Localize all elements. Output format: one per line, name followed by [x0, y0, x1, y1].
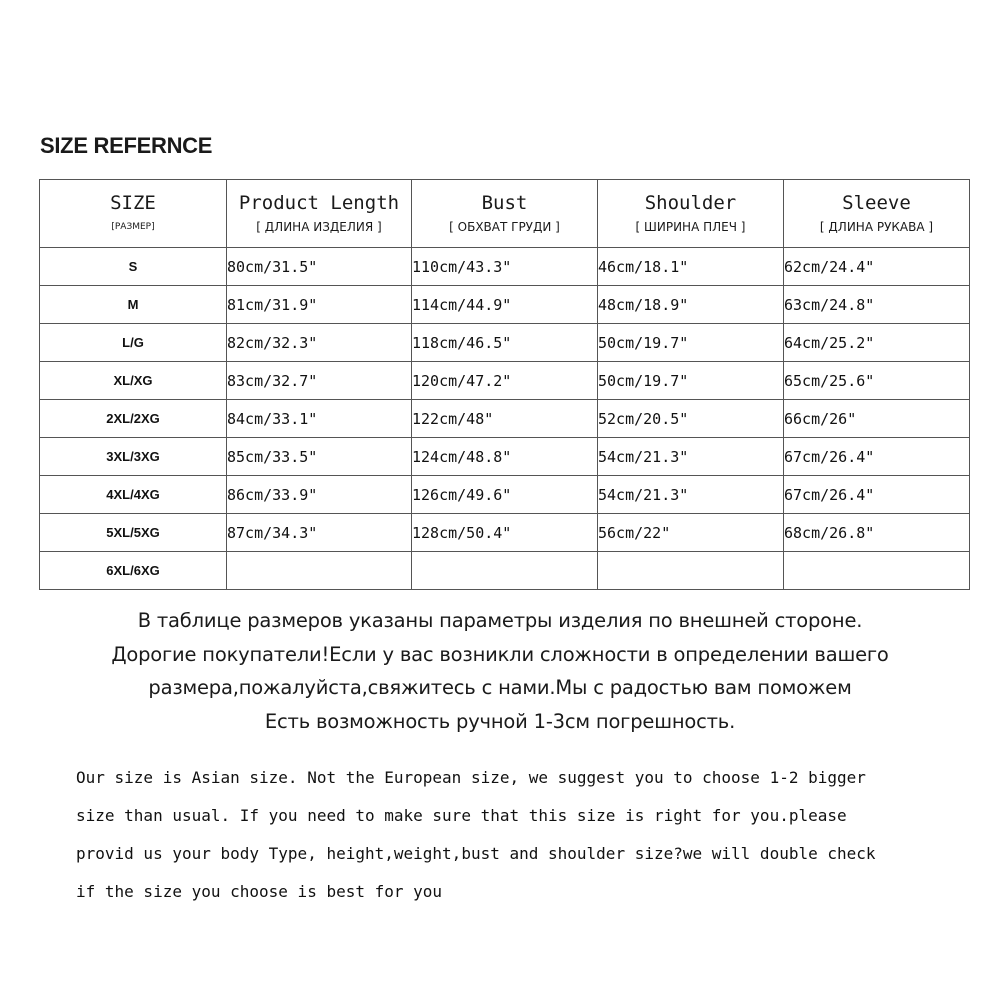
header-size: [40, 180, 227, 248]
header-size-label: SIZE: [110, 192, 156, 214]
header-product-length: [227, 180, 412, 248]
size-cell: 3XL/3XG: [40, 438, 227, 476]
bust-cell: 114cm/44.9": [412, 286, 598, 324]
size-cell: 5XL/5XG: [40, 514, 227, 552]
shoulder-cell: [598, 552, 784, 590]
sleeve-cell: 66cm/26": [784, 400, 970, 438]
product-length-cell: 87cm/34.3": [227, 514, 412, 552]
product-length-cell: [227, 552, 412, 590]
header-size-sublabel: [РАЗМЕР]: [111, 222, 155, 232]
table-row: [40, 514, 970, 552]
sleeve-cell: 67cm/26.4": [784, 438, 970, 476]
russian-note-line: В таблице размеров указаны параметры изделия по внешней стороне.: [137, 609, 863, 632]
size-cell: S: [40, 248, 227, 286]
shoulder-cell: 54cm/21.3": [598, 476, 784, 514]
russian-note-line: размера,пожалуйста,свяжитесь с нами.Мы с радостью вам поможем: [148, 676, 852, 699]
size-cell: L/G: [40, 324, 227, 362]
sleeve-cell: [784, 552, 970, 590]
russian-note-line: Дорогие покупатели!Если у вас возникли сложности в определении вашего: [111, 642, 889, 666]
bust-cell: 120cm/47.2": [412, 362, 598, 400]
header-bust-sublabel: [ ОБХВАТ ГРУДИ ]: [449, 220, 560, 234]
shoulder-cell: 48cm/18.9": [598, 286, 784, 324]
shoulder-cell: 56cm/22": [598, 514, 784, 552]
product-length-cell: 80cm/31.5": [227, 248, 412, 286]
header-bust-label: Bust: [481, 192, 528, 214]
product-length-cell: 83cm/32.7": [227, 362, 412, 400]
english-note-line: provid us your body Type, height,weight,bust and shoulder size?we will double check: [76, 844, 876, 863]
bust-cell: 118cm/46.5": [412, 324, 598, 362]
product-length-cell: 81cm/31.9": [227, 286, 412, 324]
table-row: [40, 438, 970, 476]
header-product-length-label: Product Length: [238, 192, 400, 214]
bust-cell: 110cm/43.3": [412, 248, 598, 286]
sleeve-cell: 67cm/26.4": [784, 476, 970, 514]
sleeve-cell: 68cm/26.8": [784, 514, 970, 552]
english-note-line: size than usual. If you need to make sure that this size is right for you.please: [76, 806, 847, 825]
size-cell: 4XL/4XG: [40, 476, 227, 514]
shoulder-cell: 50cm/19.7": [598, 362, 784, 400]
english-notes: [76, 759, 986, 911]
header-bust: [412, 180, 598, 248]
product-length-cell: 84cm/33.1": [227, 400, 412, 438]
table-row: [40, 552, 970, 590]
sleeve-cell: 62cm/24.4": [784, 248, 970, 286]
table-row: [40, 476, 970, 514]
table-row: [40, 248, 970, 286]
header-shoulder-sublabel: [ ШИРИНА ПЛЕЧ ]: [635, 220, 746, 234]
bust-cell: 122cm/48": [412, 400, 598, 438]
header-shoulder-label: Shoulder: [644, 192, 737, 214]
table-row: [40, 286, 970, 324]
table-header-row: [40, 180, 970, 248]
shoulder-cell: 46cm/18.1": [598, 248, 784, 286]
header-sleeve-sublabel: [ ДЛИНА РУКАВА ]: [819, 220, 934, 234]
product-length-cell: 85cm/33.5": [227, 438, 412, 476]
header-sleeve: [784, 180, 970, 248]
size-cell: XL/XG: [40, 362, 227, 400]
size-cell: 6XL/6XG: [40, 552, 227, 590]
size-cell: 2XL/2XG: [40, 400, 227, 438]
bust-cell: 124cm/48.8": [412, 438, 598, 476]
product-length-cell: 82cm/32.3": [227, 324, 412, 362]
header-sleeve-label: Sleeve: [842, 192, 911, 214]
bust-cell: 128cm/50.4": [412, 514, 598, 552]
size-table: [39, 179, 970, 590]
header-shoulder: [598, 180, 784, 248]
russian-note-line: Есть возможность ручной 1-3см погрешность.: [264, 709, 736, 733]
header-product-length-sublabel: [ ДЛИНА ИЗДЕЛИЯ ]: [256, 220, 382, 234]
bust-cell: [412, 552, 598, 590]
page-title: SIZE REFERNCE: [40, 133, 213, 158]
sleeve-cell: 64cm/25.2": [784, 324, 970, 362]
shoulder-cell: 52cm/20.5": [598, 400, 784, 438]
shoulder-cell: 50cm/19.7": [598, 324, 784, 362]
table-row: [40, 400, 970, 438]
table-row: [40, 324, 970, 362]
product-length-cell: 86cm/33.9": [227, 476, 412, 514]
english-note-line: if the size you choose is best for you: [76, 882, 443, 901]
size-cell: M: [40, 286, 227, 324]
russian-notes: [0, 604, 1000, 738]
sleeve-cell: 65cm/25.6": [784, 362, 970, 400]
shoulder-cell: 54cm/21.3": [598, 438, 784, 476]
english-note-line: Our size is Asian size. Not the European size, we suggest you to choose 1-2 bigger: [76, 768, 866, 787]
sleeve-cell: 63cm/24.8": [784, 286, 970, 324]
bust-cell: 126cm/49.6": [412, 476, 598, 514]
table-row: [40, 362, 970, 400]
